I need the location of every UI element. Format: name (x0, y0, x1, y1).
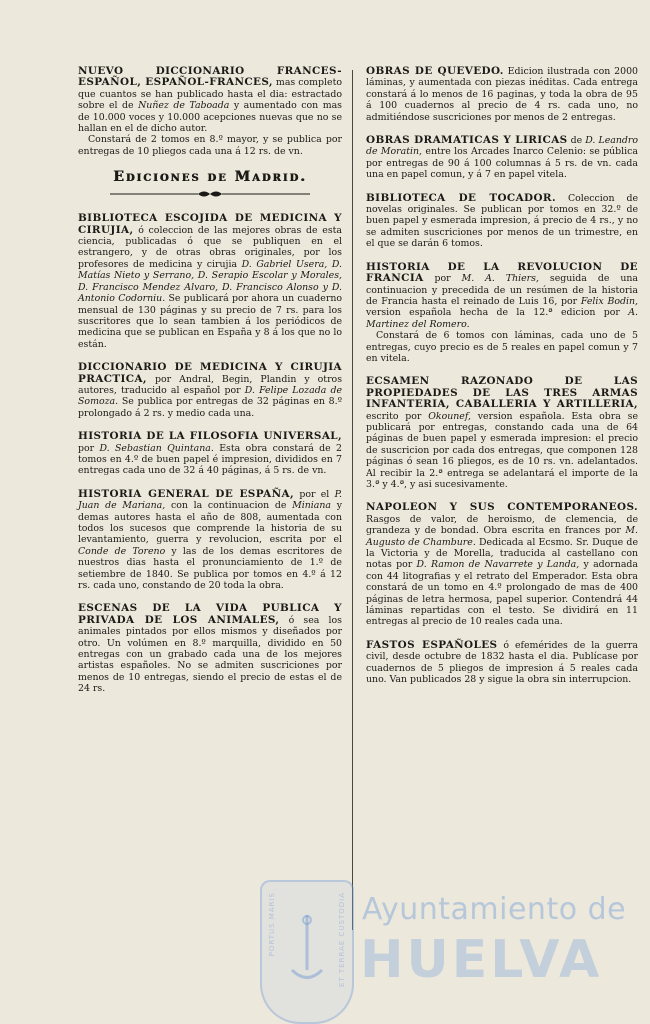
entry-paragraph: Constará de 2 tomos en 8.º mayor, y se publica por entregas de 10 pliegos cada una á 12 rs. de vn. (78, 134, 342, 157)
entry-heading: DICCIONARIO DE MEDICINA Y CIRUJIA PRACTICA, (78, 361, 342, 385)
entry-fastos-espanoles: FASTOS ESPAÑOLES ó efemérides de la guerra civil, desde octubre de 1832 hasta el dia. Publícase por cuadernos de 5 pliegos de impresion á 5 reales cada uno. Van publicados 28 y sigue la obra sin interrupcion. (366, 638, 638, 686)
watermark-side-text: PORTUS MARIS (268, 892, 276, 957)
left-column (78, 66, 342, 707)
watermark-side-text: ET TERRAE CUSTODIA (338, 892, 346, 987)
entry-heading: NUEVO DICCIONARIO FRANCES-ESPAÑOL, ESPAÑOL-FRANCES, (78, 65, 342, 89)
entry-heading: FASTOS ESPAÑOLES (366, 638, 498, 651)
entry-escenas-animales: ESCENAS DE LA VIDA PUBLICA Y PRIVADA DE LOS ANIMALES, ó sea los animales pintados por ellos mismos y diseñados por otro. Un volúmen en 8.º marquilla, dividido en 50 entregas con un grabado cada una de los mejores artistas españoles. No se admiten suscriciones por menos de 10 entregas, siendo el precio de estas el de 24 rs. (78, 602, 342, 695)
entry-diccionario-medicina: DICCIONARIO DE MEDICINA Y CIRUJIA PRACTICA, por Andral, Begin, Plandin y otros autores, traducido al español por D. Felipe Lozada de Somoza. Se publica por entregas de 32 páginas en 8.º prolongado á 2 rs. y medio cada una. (78, 361, 342, 419)
entry-historia-espana: HISTORIA GENERAL DE ESPAÑA, por el P. Juan de Mariana, con la continuacion de Miniana y demas autores hasta el año de 808, aumentada con todos los sucesos que comprende la historia de su levantamiento, guerra y revolucion, escrita por el Conde de Toreno y las de los demas escritores de nuestros dias hasta el pronunciamiento de 1.º de setiembre de 1840. Se publica por tomos en 4.º á 12 rs. cada uno, constando de 20 toda la obra. (78, 487, 342, 592)
entry-heading: NAPOLEON Y SUS CONTEMPORANEOS. (366, 501, 638, 514)
entry-heading: HISTORIA DE LA FILOSOFIA UNIVERSAL, (78, 430, 342, 443)
entry-paragraph: Constará de 6 tomos con láminas, cada uno de 5 entregas, cuyo precio es de 5 reales en papel comun y 7 en vitela. (366, 330, 638, 364)
entry-napoleon: NAPOLEON Y SUS CONTEMPORANEOS. Rasgos de valor, de heroismo, de clemencia, de grandeza y de bondad. Obra escrita en frances por M. Augusto de Chambure. Dedicada al Ecsmo. Sr. Duque de la Victoria y de Morella, traducida al castellano con notas por D. Ramon de Navarrete y Landa, y adornada con 44 litografias y el retrato del Emperador. Esta obra constará de un tomo en 4.º prolongado de mas de 400 páginas de letra hermosa, papel superior. Contendrá 44 láminas repartidas con el testo. Se dividirá en 11 entregas al precio de 10 reales cada una. (366, 501, 638, 628)
ornament-divider (110, 189, 310, 199)
watermark (260, 880, 650, 1024)
watermark-line1: Ayuntamiento de (362, 892, 627, 927)
entry-heading: ESCENAS DE LA VIDA PUBLICA Y PRIVADA DE LOS ANIMALES, (78, 602, 342, 626)
column-divider (352, 70, 353, 930)
entry-nuevo-diccionario: NUEVO DICCIONARIO FRANCES-ESPAÑOL, ESPAÑOL-FRANCES, mas completo que cuantos se han publicado hasta el dia: estractado sobre el de Nuñez de Taboada y aumentado con mas de 10.000 voces y 10.000 acepciones nuevas que no se hallan en el de dicho autor. Constará de 2 tomos en 8.º mayor, y se publica por entregas de 10 pliegos cada una á 12 rs. de vn. (78, 65, 342, 157)
entry-heading: HISTORIA GENERAL DE ESPAÑA, (78, 487, 295, 500)
entry-obras-quevedo: OBRAS DE QUEVEDO. Edicion ilustrada con 2000 láminas, y aumentada con piezas inéditas. Cada entrega constará á lo menos de 16 paginas, y toda la obra de 95 á 100 cuadernos al precio de 4 rs. cada uno, no admitiéndose suscriciones por menos de 2 entregas. (366, 65, 638, 123)
entry-historia-filosofia: HISTORIA DE LA FILOSOFIA UNIVERSAL, por D. Sebastian Quintana. Esta obra constará de 2 tomos en 4.º de buen papel é impresion, divididos en 7 entregas cada uno de 32 á 40 páginas, á 5 rs. de vn. (78, 430, 342, 477)
entry-heading: BIBLIOTECA ESCOJIDA DE MEDICINA Y CIRUJIA, (78, 212, 342, 236)
entry-obras-moratin: OBRAS DRAMATICAS Y LIRICAS de D. Leandro de Moratin, entre los Arcades Inarco Celenio: se pública por entregas de 90 á 100 columnas á 5 rs. de vn. cada una en papel comun, y á 7 en papel vitela. (366, 134, 638, 181)
entry-ecsamen-armas: ECSAMEN RAZONADO DE LAS PROPIEDADES DE LAS TRES ARMAS INFANTERIA, CABALLERIA Y ARTILLERIA, escrito por Okounef, version española. Esta obra se publicará por entregas, constando cada una de 64 páginas de buen papel y esmerada impresion: el precio de suscricion por cada dos entregas, que componen 128 páginas ó sean 16 pliegos, es de 10 rs. vn. adelantados. Al recibir la 2.ª entrega se adelantará el importe de la 3.ª y 4.ª, y asi sucesivamente. (366, 375, 638, 490)
shield-icon (260, 880, 354, 1024)
section-title: Ediciones de Madrid. (113, 169, 307, 186)
watermark-line2: HUELVA (360, 930, 603, 990)
right-column (366, 66, 638, 698)
shield-emblem-icon (282, 910, 332, 990)
entry-heading: OBRAS DRAMATICAS Y LIRICAS (366, 134, 568, 147)
entry-heading: ECSAMEN RAZONADO DE LAS PROPIEDADES DE LAS TRES ARMAS INFANTERIA, CABALLERIA Y ARTILLERIA, (366, 375, 638, 411)
entry-biblioteca-medicina: BIBLIOTECA ESCOJIDA DE MEDICINA Y CIRUJIA, ó coleccion de las mejores obras de esta ciencia, publicadas ó que se publiquen en el estrangero, y de otras obras originales, por los profesores de medicina y cirujia D. Gabriel Usera, D. Matías Nieto y Serrano, D. Serapio Escolar y Morales, D. Francisco Mendez Alvaro, D. Francisco Alonso y D. Antonio Codorniu. Se publicará por ahora un cuaderno mensual de 130 páginas y su precio de 7 rs. para los suscritores que lo sean tambien á los periódicos de medicina que se publican en España y 8 á los que no lo están. (78, 212, 342, 350)
entry-heading: HISTORIA DE LA REVOLUCION DE FRANCIA (366, 260, 638, 285)
entry-revolucion-francia: HISTORIA DE LA REVOLUCION DE FRANCIA por M. A. Thiers, seguida de una continuacion y precedida de un resúmen de la historia de Francia hasta el reinado de Luis 16, por Felix Bodin, version española hecha de la 12.ª edicion por A. Martinez del Romero. Constará de 6 tomos con láminas, cada uno de 5 entregas, cuyo precio es de 5 reales en papel comun y 7 en vitela. (366, 260, 638, 364)
entry-biblioteca-tocador: BIBLIOTECA DE TOCADOR. Coleccion de novelas originales. Se publican por tomos en 32.º de buen papel y esmerada impresion, á precio de 4 rs., y no se admiten suscriciones por menos de un trimestre, en el que se darán 6 tomos. (366, 191, 638, 250)
entry-heading: BIBLIOTECA DE TOCADOR. (366, 191, 556, 204)
entry-heading: OBRAS DE QUEVEDO. (366, 65, 504, 77)
